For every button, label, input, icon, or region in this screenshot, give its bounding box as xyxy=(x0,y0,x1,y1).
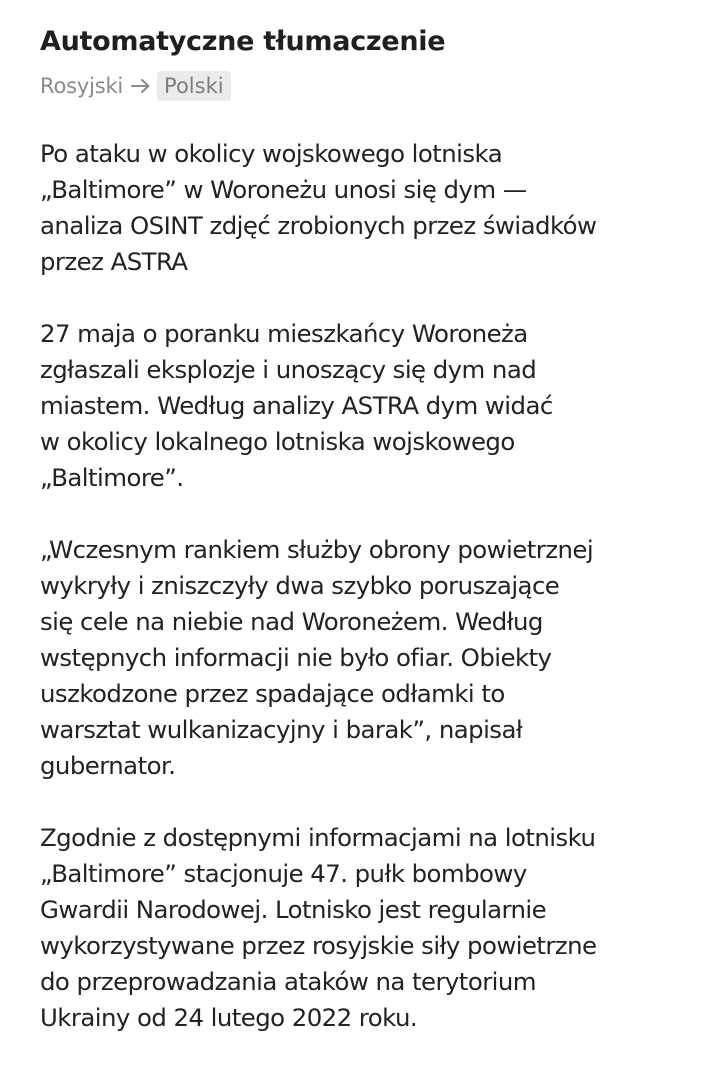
language-pair xyxy=(40,70,720,102)
text-line: uszkodzone przez spadające odłamki to xyxy=(40,679,505,708)
text-line: warsztat wulkanizacyjny i barak”, napisał xyxy=(40,715,523,744)
text-line: się cele na niebie nad Woroneżem. Według xyxy=(40,607,543,636)
text-line: miastem. Według analizy ASTRA dym widać xyxy=(40,391,553,420)
text-line: Po ataku w okolicy wojskowego lotniska xyxy=(40,139,503,168)
target-language[interactable]: Polski xyxy=(157,71,231,101)
text-line: wykryły i zniszczyły dwa szybko poruszające xyxy=(40,571,560,600)
text-line: „Baltimore” stacjonuje 47. pułk bombowy xyxy=(40,859,527,888)
text-line: 27 maja o poranku mieszkańcy Woroneża xyxy=(40,319,528,348)
text-line: „Baltimore”. xyxy=(40,463,184,492)
text-line: zgłaszali eksplozje i unoszący się dym nad xyxy=(40,355,537,384)
text-line: do przeprowadzania ataków na terytorium xyxy=(40,967,537,996)
text-line: Ukrainy od 24 lutego 2022 roku. xyxy=(40,1003,418,1032)
arrow-right-icon xyxy=(131,78,151,94)
translated-text xyxy=(40,136,700,1036)
text-line: wstępnych informacji nie było ofiar. Obiekty xyxy=(40,643,552,672)
paragraph xyxy=(40,820,700,1036)
text-line: „Baltimore” w Woroneżu unosi się dym — xyxy=(40,175,527,204)
text-line: Zgodnie z dostępnymi informacjami na lotnisku xyxy=(40,823,596,852)
paragraph xyxy=(40,136,700,280)
text-line: analiza OSINT zdjęć zrobionych przez świadków xyxy=(40,211,597,240)
paragraph xyxy=(40,316,700,496)
source-language: Rosyjski xyxy=(40,74,124,98)
text-line: w okolicy lokalnego lotniska wojskowego xyxy=(40,427,515,456)
text-line: przez ASTRA xyxy=(40,247,188,276)
sheet-title: Automatyczne tłumaczenie xyxy=(40,26,446,57)
text-line: wykorzystywane przez rosyjskie siły powietrzne xyxy=(40,931,597,960)
text-line: Gwardii Narodowej. Lotnisko jest regularnie xyxy=(40,895,547,924)
text-line: gubernator. xyxy=(40,751,176,780)
paragraph xyxy=(40,532,700,784)
text-line: „Wczesnym rankiem służby obrony powietrznej xyxy=(40,535,594,564)
